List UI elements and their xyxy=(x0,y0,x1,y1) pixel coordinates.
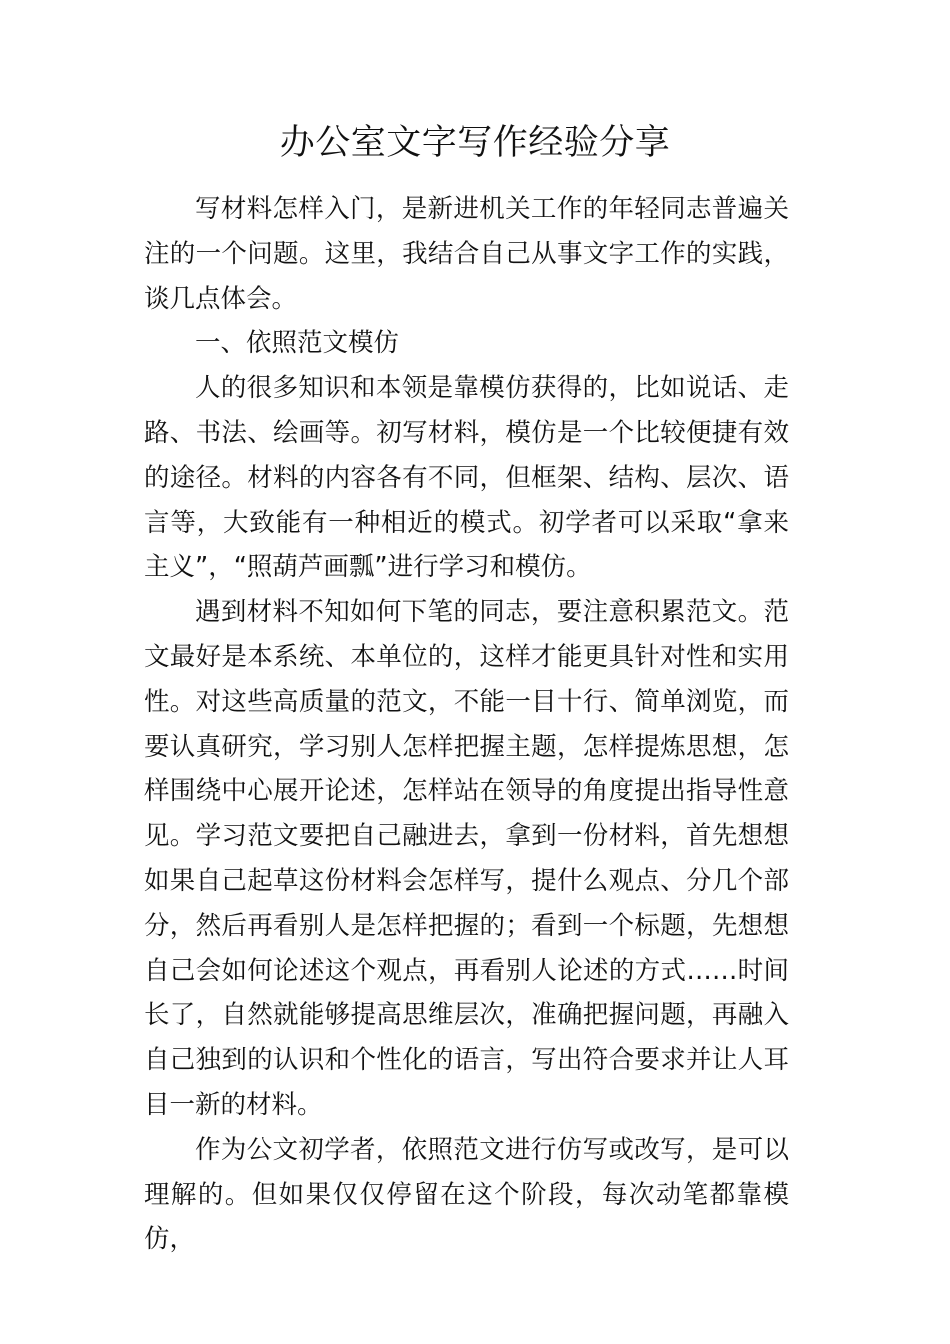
document-body xyxy=(144,187,789,1262)
document-title: 办公室文字写作经验分享 xyxy=(279,123,671,163)
paragraph: 人的很多知识和本领是靠模仿获得的，比如说话、走路、书法、绘画等。初写材料，模仿是一个比较便捷有效的途径。材料的内容各有不同，但框架、结构、层次、语言等，大致能有一种相近的模式。初学者可以采取“拿来主义”，“照葫芦画瓢”进行学习和模仿。 xyxy=(144,373,789,583)
paragraph: 作为公文初学者，依照范文进行仿写或改写，是可以理解的。但如果仅仅停留在这个阶段，每次动笔都靠模仿， xyxy=(144,1134,789,1255)
paragraph: 遇到材料不知如何下笔的同志，要注意积累范文。范文最好是本系统、本单位的，这样才能更具针对性和实用性。对这些高质量的范文，不能一目十行、简单浏览，而要认真研究，学习别人怎样把握主题，怎样提炼思想，怎样围绕中心展开论述，怎样站在领导的角度提出指导性意见。学习范文要把自己融进去，拿到一份材料，首先想想如果自己起草这份材料会怎样写，提什么观点、分几个部分，然后再看别人是怎样把握的；看到一个标题，先想想自己会如何论述这个观点，再看别人论述的方式……时间长了，自然就能够提高思维层次，准确把握问题，再融入自己独到的认识和个性化的语言，写出符合要求并让人耳目一新的材料。 xyxy=(144,597,789,1120)
section-heading: 一、依照范文模仿 xyxy=(195,328,400,359)
paragraph-intro: 写材料怎样入门，是新进机关工作的年轻同志普遍关注的一个问题。这里，我结合自己从事文字工作的实践，谈几点体会。 xyxy=(144,194,789,314)
